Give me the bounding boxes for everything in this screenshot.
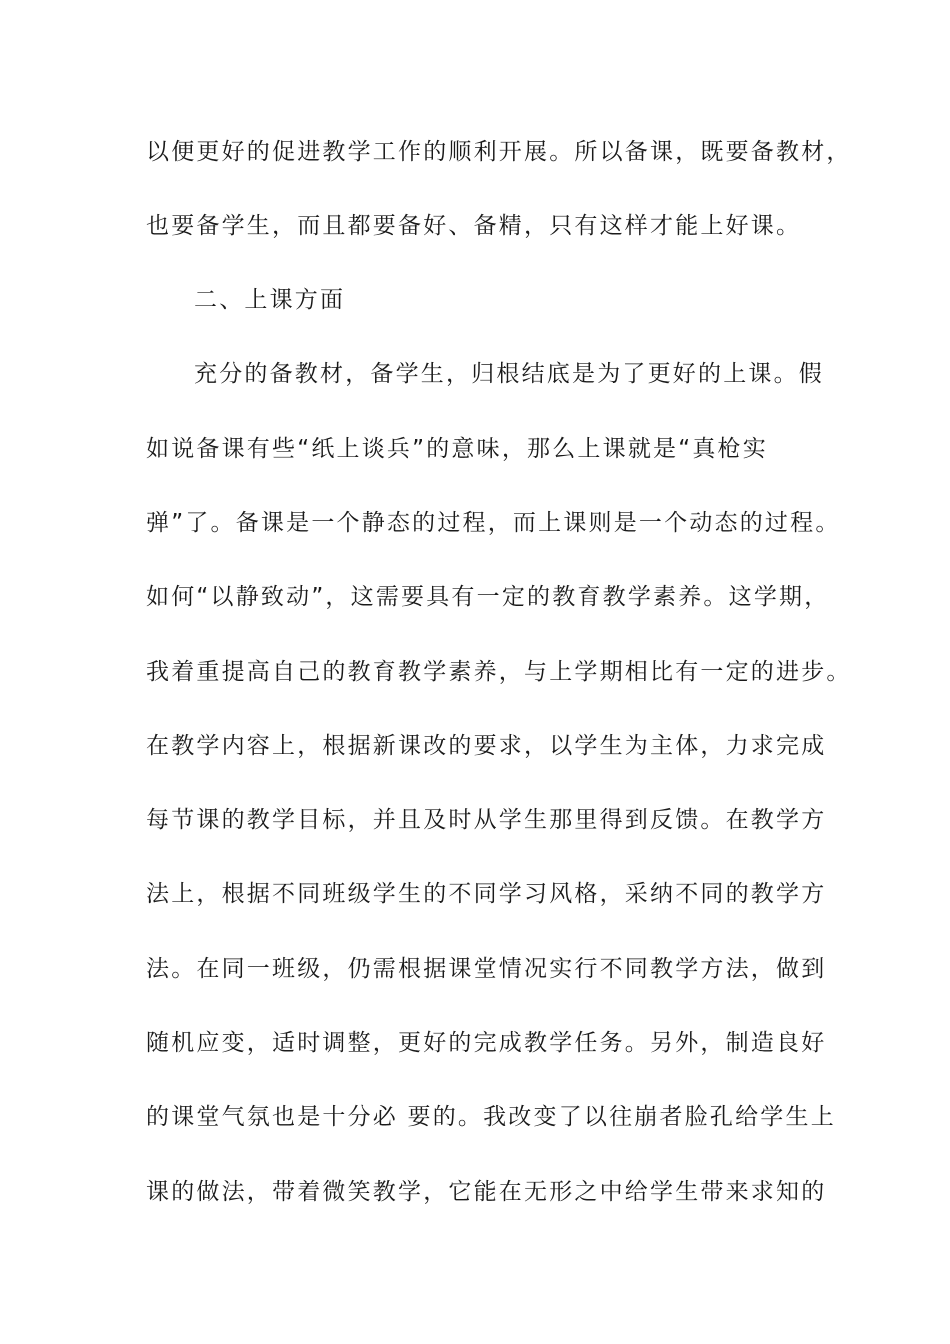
- paragraph-line: 随机应变，适时调整，更好的完成教学任务。另外，制造良好: [146, 1030, 827, 1056]
- paragraph-line: 弹”了。备课是一个静态的过程，而上课则是一个动态的过程。: [146, 510, 841, 536]
- paragraph-line: 如何“以静致动”，这需要具有一定的教育教学素养。这学期，: [146, 584, 830, 610]
- section-heading: 二、上课方面: [194, 287, 346, 313]
- paragraph-line: 法上，根据不同班级学生的不同学习风格，采纳不同的教学方: [146, 881, 827, 907]
- paragraph-line: 课的做法，带着微笑教学，它能在无形之中给学生带来求知的: [146, 1179, 827, 1205]
- paragraph-line: 也要备学生，而且都要备好、备精，只有这样才能上好课。: [146, 213, 802, 239]
- paragraph-line: 充分的备教材，备学生，归根结底是为了更好的上课。假: [194, 361, 824, 387]
- paragraph-line: 法。在同一班级，仍需根据课堂情况实行不同教学方法，做到: [146, 956, 827, 982]
- paragraph-line: 如说备课有些“纸上谈兵”的意味，那么上课就是“真枪实: [146, 436, 768, 462]
- paragraph-line: 以便更好的促进教学工作的顺利开展。所以备课，既要备教材，: [146, 139, 852, 165]
- paragraph-line: 的课堂气氛也是十分必 要的。我改变了以往崩者脸孔给学生上: [146, 1104, 836, 1130]
- paragraph-line: 每节课的教学目标，并且及时从学生那里得到反馈。在教学方: [146, 807, 827, 833]
- paragraph-line: 在教学内容上，根据新课改的要求，以学生为主体，力求完成: [146, 733, 827, 759]
- paragraph-line: 我着重提高自己的教育教学素养，与上学期相比有一定的进步。: [146, 659, 852, 685]
